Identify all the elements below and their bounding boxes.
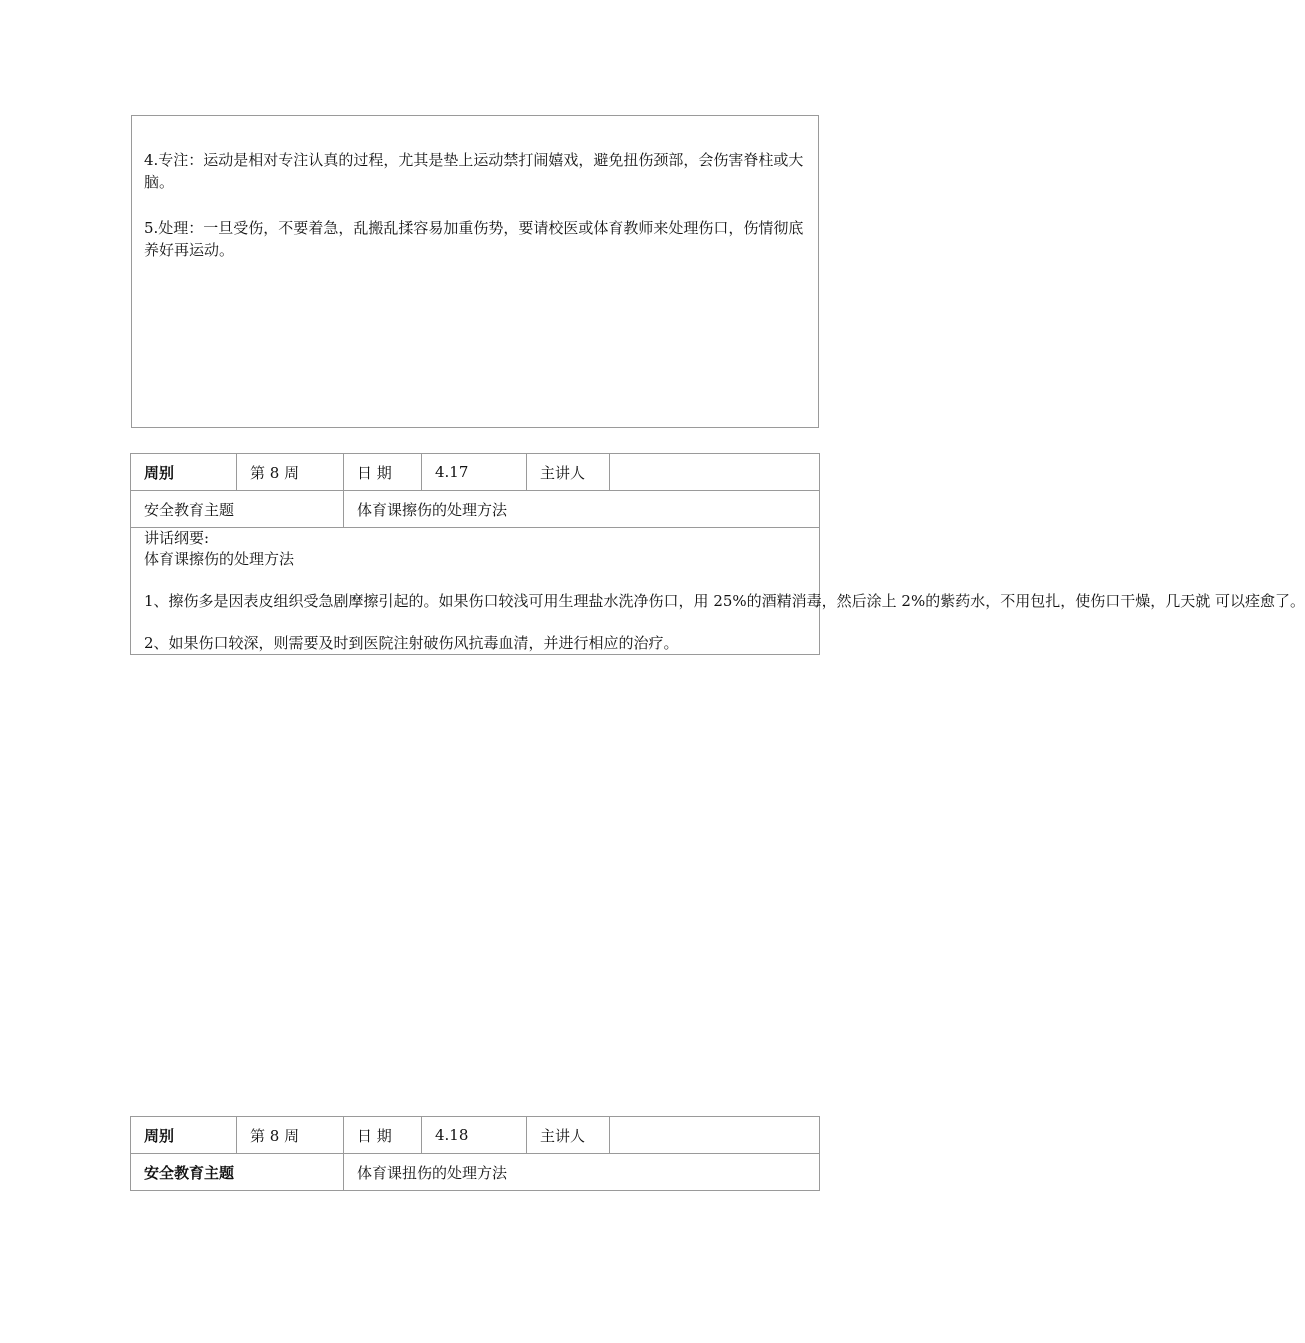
speaker-label: 主讲人: [527, 1117, 610, 1154]
table-row: [131, 1117, 820, 1154]
topic-value: 体育课擦伤的处理方法: [344, 491, 820, 528]
date-value: 4.17: [422, 454, 527, 491]
date-value: 4.18: [422, 1117, 527, 1154]
outline-point-1: 1、擦伤多是因表皮组织受急剧摩擦引起的。如果伤口较浅可用生理盐水洗净伤口，用 25%的酒精消毒，然后涂上 2%的紫药水，不用包扎，使伤口干燥，几天就 可以痊愈了。: [144, 592, 1305, 610]
outline-cell: [131, 528, 1305, 655]
table-row: [131, 528, 820, 655]
week-label: 周别: [131, 454, 237, 491]
outline-point-2: 2、如果伤口较深，则需要及时到医院注射破伤风抗毒血清，并进行相应的治疗。: [144, 634, 679, 652]
continuation-paragraph-5: 5.处理：一旦受伤，不要着急，乱搬乱揉容易加重伤势，要请校医或体育教师来处理伤口，伤情彻底养好再运动。: [144, 219, 804, 259]
speaker-value: [610, 454, 820, 491]
outline-label: 讲话纲要:: [144, 529, 210, 547]
topic-label: 安全教育主题: [131, 491, 344, 528]
week-value: 第 8 周: [237, 454, 344, 491]
topic-label: 安全教育主题: [131, 1154, 344, 1191]
table-row: [131, 454, 820, 491]
date-label: 日 期: [344, 1117, 422, 1154]
record-table-1: [130, 453, 1305, 655]
table-row: [131, 1154, 820, 1191]
topic-value: 体育课扭伤的处理方法: [344, 1154, 820, 1191]
table-row: [131, 491, 820, 528]
speaker-label: 主讲人: [527, 454, 610, 491]
continuation-paragraph-4: 4.专注：运动是相对专注认真的过程，尤其是垫上运动禁打闹嬉戏，避免扭伤颈部，会伤害脊柱或大脑。: [144, 151, 804, 191]
outline-title: 体育课擦伤的处理方法: [144, 550, 295, 568]
speaker-value: [610, 1117, 820, 1154]
date-label: 日 期: [344, 454, 422, 491]
week-label: 周别: [131, 1117, 237, 1154]
week-value: 第 8 周: [237, 1117, 344, 1154]
record-table-2: [130, 1116, 820, 1191]
